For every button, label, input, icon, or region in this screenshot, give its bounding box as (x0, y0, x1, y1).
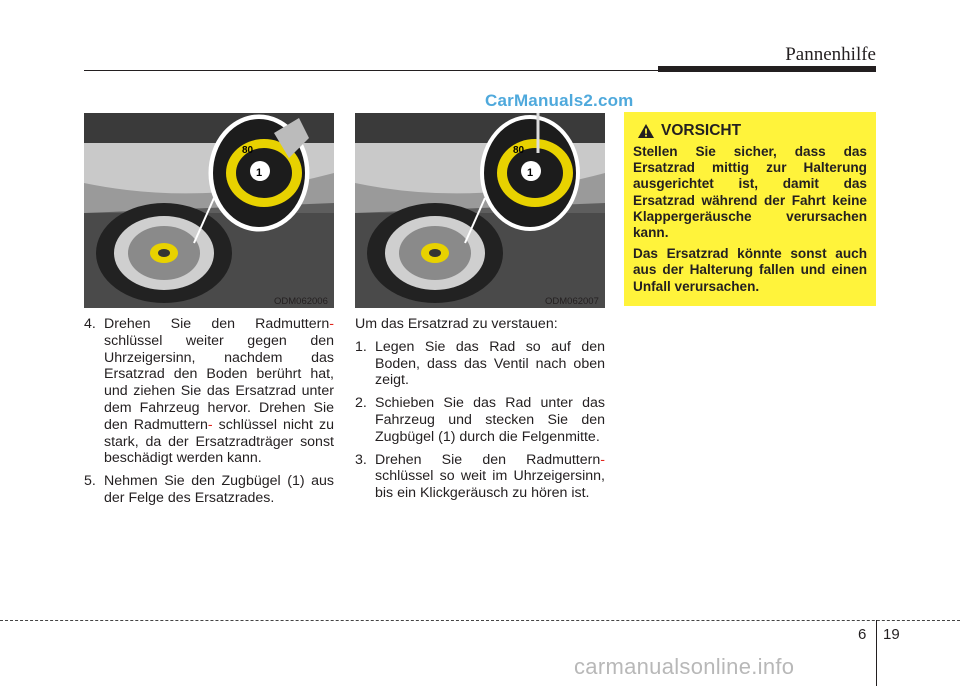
left-column (84, 316, 334, 513)
step-1 (355, 339, 605, 389)
step-text: schlüssel nicht zu stark, da der Ersatzradträger sonst beschädigt werden kann. (104, 416, 334, 467)
page-number-divider (876, 620, 877, 686)
step-number: 1. (355, 338, 367, 355)
intro-text: Um das Ersatzrad zu verstauen: (355, 316, 558, 332)
step-number: 2. (355, 395, 367, 412)
warning-title: VORSICHT (661, 122, 742, 139)
figure-spare-wheel-stowing (355, 113, 605, 308)
step-text: Drehen Sie den Radmuttern (104, 316, 330, 332)
header-rule-accent (658, 66, 876, 72)
footer-rule (0, 620, 960, 621)
step-5 (84, 473, 334, 507)
svg-text:80: 80 (242, 145, 254, 156)
warning-paragraph: Stellen Sie sicher, dass das Ersatzrad mittig zur Halterung ausgerichtet ist, damit das Ersatzrad während der Fahrt keine Klappergeräusche verursachen kann. (633, 144, 867, 241)
svg-text:1: 1 (527, 167, 534, 179)
warning-triangle-icon (637, 123, 655, 139)
chapter-number: 6 (858, 626, 867, 643)
header-rule (84, 70, 658, 71)
section-title: Pannenhilfe (785, 44, 876, 65)
step-number: 5. (84, 473, 96, 490)
middle-column (355, 316, 605, 508)
step-text: Nehmen Sie den Zugbügel (1) aus der Felge des Ersatzrades. (104, 473, 334, 506)
step-4 (84, 316, 334, 467)
spare-wheel-illustration-1 (84, 113, 334, 308)
svg-text:80: 80 (513, 145, 525, 156)
watermark-footer-link[interactable]: carmanualsonline.info (574, 654, 795, 679)
warning-box (624, 112, 876, 306)
hyphen-mark: - (600, 451, 605, 468)
step-2 (355, 395, 605, 445)
step-text: schlüssel so weit im Uhrzeigersinn, bis ein Klickgeräusch zu hören ist. (375, 468, 605, 502)
step-number: 4. (84, 316, 96, 332)
step-number: 3. (355, 451, 367, 468)
figure-spare-wheel-lowering (84, 113, 334, 308)
svg-text:1: 1 (256, 167, 263, 179)
spare-wheel-illustration-2 (355, 113, 605, 308)
warning-paragraph: Das Ersatzrad könnte sonst auch aus der Halterung fallen und einen Unfall verursachen. (633, 246, 867, 294)
step-text: Legen Sie das Rad so auf den Boden, dass das Ventil nach oben zeigt. (375, 338, 605, 389)
hyphen-mark: - (329, 316, 334, 332)
figure-code: ODM062007 (545, 296, 599, 307)
warning-header (633, 122, 867, 140)
step-text: Schieben Sie das Rad unter das Fahrzeug und stecken Sie den Zugbügel (1) durch die Felgenmitte. (375, 395, 605, 445)
figure-code: ODM062006 (274, 296, 328, 307)
hyphen-mark: - (207, 416, 213, 433)
step-3 (355, 452, 605, 502)
step-text: schlüssel weiter gegen den Uhrzeigersinn, nachdem das Ersatzrad den Boden berührt hat, und ziehen Sie das Ersatzrad unter dem Fahrzeug hervor. Drehen Sie den Radmuttern (104, 332, 334, 433)
page-number: 19 (883, 626, 900, 643)
step-text: Drehen Sie den Radmuttern (375, 451, 601, 468)
watermark-link[interactable]: CarManuals2.com (485, 91, 634, 110)
